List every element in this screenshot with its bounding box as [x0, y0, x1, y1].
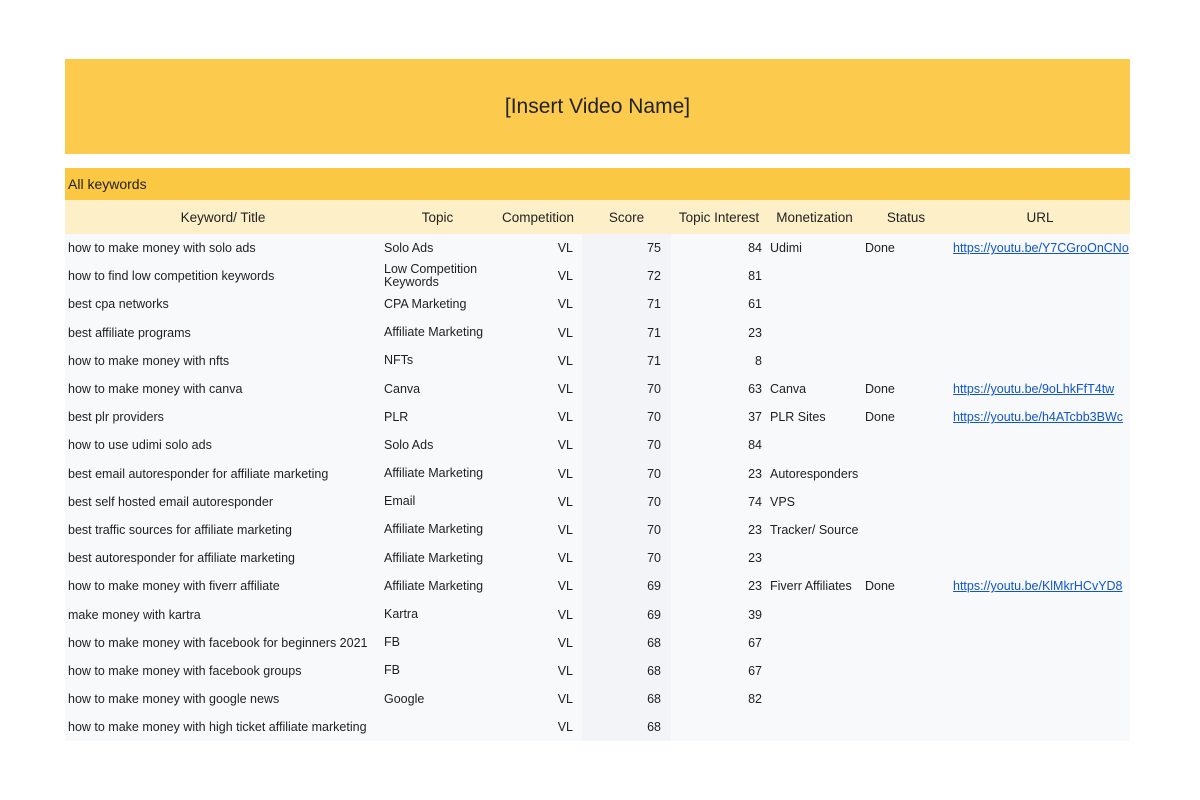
score-cell[interactable]: 69	[582, 600, 671, 628]
url-cell[interactable]	[950, 685, 1130, 713]
competition-cell[interactable]: VL	[494, 600, 582, 628]
table-row	[65, 713, 1130, 741]
status-cell[interactable]	[862, 685, 950, 713]
topic-cell[interactable]: FB	[381, 657, 494, 685]
topic-cell[interactable]: Canva	[381, 375, 494, 403]
url-cell[interactable]	[950, 319, 1130, 347]
topic-interest-cell[interactable]: 23	[671, 544, 767, 572]
url-cell[interactable]	[950, 262, 1130, 290]
status-cell[interactable]: Done	[862, 403, 950, 431]
table-row	[65, 403, 1130, 431]
competition-cell[interactable]: VL	[494, 713, 582, 741]
monetization-cell[interactable]	[767, 685, 862, 713]
status-cell[interactable]	[862, 431, 950, 459]
score-cell[interactable]: 70	[582, 544, 671, 572]
score-cell[interactable]: 70	[582, 516, 671, 544]
table-row	[65, 262, 1130, 290]
competition-cell[interactable]: VL	[494, 685, 582, 713]
score-cell[interactable]: 70	[582, 403, 671, 431]
table-row	[65, 685, 1130, 713]
status-cell[interactable]	[862, 347, 950, 375]
table-row	[65, 431, 1130, 459]
keyword-cell[interactable]: best self hosted email autoresponder	[65, 488, 381, 516]
topic-interest-cell[interactable]: 23	[671, 572, 767, 600]
score-cell[interactable]: 71	[582, 290, 671, 318]
competition-cell[interactable]: VL	[494, 375, 582, 403]
topic-interest-cell[interactable]: 84	[671, 234, 767, 262]
topic-interest-cell[interactable]: 23	[671, 319, 767, 347]
column-header-competition[interactable]: Competition	[494, 200, 582, 234]
keyword-cell[interactable]: how to make money with canva	[65, 375, 381, 403]
url-cell[interactable]	[950, 403, 1130, 431]
url-cell[interactable]	[950, 431, 1130, 459]
url-cell[interactable]	[950, 572, 1130, 600]
keywords-table	[65, 200, 1130, 741]
video-title[interactable]: [Insert Video Name]	[504, 94, 691, 118]
topic-interest-cell[interactable]: 63	[671, 375, 767, 403]
competition-cell[interactable]: VL	[494, 431, 582, 459]
url-cell[interactable]	[950, 347, 1130, 375]
status-cell[interactable]: Done	[862, 234, 950, 262]
video-link[interactable]: https://youtu.be/9oLhkFfT4tw	[953, 382, 1115, 397]
table-body	[65, 234, 1130, 741]
topic-interest-cell[interactable]: 67	[671, 629, 767, 657]
section-header	[65, 168, 1130, 200]
competition-cell[interactable]: VL	[494, 403, 582, 431]
keyword-cell[interactable]: best plr providers	[65, 403, 381, 431]
keyword-cell[interactable]: how to make money with nfts	[65, 347, 381, 375]
monetization-cell[interactable]	[767, 544, 862, 572]
topic-cell[interactable]: Affiliate Marketing	[381, 544, 494, 572]
status-cell[interactable]: Done	[862, 375, 950, 403]
status-cell[interactable]	[862, 319, 950, 347]
monetization-cell[interactable]	[767, 600, 862, 628]
url-cell[interactable]	[950, 375, 1130, 403]
keyword-cell[interactable]: how to find low competition keywords	[65, 262, 381, 290]
competition-cell[interactable]: VL	[494, 572, 582, 600]
table-row	[65, 572, 1130, 600]
keyword-cell[interactable]: how to make money with solo ads	[65, 234, 381, 262]
topic-cell[interactable]: PLR	[381, 403, 494, 431]
column-header-status[interactable]: Status	[862, 200, 950, 234]
competition-cell[interactable]: VL	[494, 234, 582, 262]
topic-cell[interactable]: CPA Marketing	[381, 290, 494, 318]
competition-cell[interactable]: VL	[494, 544, 582, 572]
monetization-cell[interactable]	[767, 657, 862, 685]
topic-cell[interactable]: NFTs	[381, 347, 494, 375]
status-cell[interactable]	[862, 600, 950, 628]
url-cell[interactable]	[950, 460, 1130, 488]
monetization-cell[interactable]	[767, 262, 862, 290]
video-link[interactable]: https://youtu.be/KlMkrHCvYD8	[953, 579, 1123, 594]
column-header-keyword[interactable]: Keyword/ Title	[65, 200, 381, 234]
keyword-cell[interactable]: best cpa networks	[65, 290, 381, 318]
score-cell[interactable]: 70	[582, 431, 671, 459]
topic-cell[interactable]: Affiliate Marketing	[381, 319, 494, 347]
topic-interest-cell[interactable]: 81	[671, 262, 767, 290]
table-row	[65, 544, 1130, 572]
section-label[interactable]: All keywords	[68, 176, 147, 192]
topic-cell[interactable]: Solo Ads	[381, 431, 494, 459]
table-row	[65, 516, 1130, 544]
score-cell[interactable]: 70	[582, 375, 671, 403]
topic-interest-cell[interactable]: 23	[671, 516, 767, 544]
monetization-cell[interactable]	[767, 290, 862, 318]
topic-cell[interactable]: Kartra	[381, 600, 494, 628]
status-cell[interactable]	[862, 488, 950, 516]
topic-interest-cell[interactable]: 82	[671, 685, 767, 713]
spreadsheet	[65, 59, 1130, 741]
topic-cell[interactable]: Low Competition Keywords	[381, 262, 494, 290]
monetization-cell[interactable]: Tracker/ Source	[767, 516, 862, 544]
monetization-cell[interactable]: Udimi	[767, 234, 862, 262]
table-row	[65, 600, 1130, 628]
keyword-cell[interactable]: how to make money with fiverr affiliate	[65, 572, 381, 600]
status-cell[interactable]	[862, 262, 950, 290]
url-cell[interactable]	[950, 488, 1130, 516]
topic-cell[interactable]: Google	[381, 685, 494, 713]
table-row	[65, 234, 1130, 262]
keyword-cell[interactable]: best affiliate programs	[65, 319, 381, 347]
topic-cell[interactable]: Solo Ads	[381, 234, 494, 262]
status-cell[interactable]	[862, 713, 950, 741]
competition-cell[interactable]: VL	[494, 488, 582, 516]
url-cell[interactable]	[950, 657, 1130, 685]
column-header-monetization[interactable]: Monetization	[767, 200, 862, 234]
topic-interest-cell[interactable]: 37	[671, 403, 767, 431]
monetization-cell[interactable]	[767, 319, 862, 347]
video-title-banner	[65, 59, 1130, 154]
table-row	[65, 290, 1130, 318]
topic-interest-cell[interactable]: 23	[671, 460, 767, 488]
topic-cell[interactable]: Affiliate Marketing	[381, 460, 494, 488]
status-cell[interactable]	[862, 516, 950, 544]
monetization-cell[interactable]: Fiverr Affiliates	[767, 572, 862, 600]
url-cell[interactable]	[950, 713, 1130, 741]
competition-cell[interactable]: VL	[494, 516, 582, 544]
keyword-cell[interactable]: make money with kartra	[65, 600, 381, 628]
topic-cell[interactable]	[381, 713, 494, 741]
column-header-score[interactable]: Score	[582, 200, 671, 234]
column-header-url[interactable]: URL	[950, 200, 1130, 234]
competition-cell[interactable]: VL	[494, 657, 582, 685]
score-cell[interactable]: 71	[582, 319, 671, 347]
topic-cell[interactable]: Email	[381, 488, 494, 516]
score-cell[interactable]: 70	[582, 488, 671, 516]
competition-cell[interactable]: VL	[494, 262, 582, 290]
topic-interest-cell[interactable]: 84	[671, 431, 767, 459]
keyword-cell[interactable]: how to use udimi solo ads	[65, 431, 381, 459]
topic-interest-cell[interactable]: 61	[671, 290, 767, 318]
url-cell[interactable]	[950, 544, 1130, 572]
topic-interest-cell[interactable]: 8	[671, 347, 767, 375]
score-cell[interactable]: 71	[582, 347, 671, 375]
keyword-cell[interactable]: how to make money with facebook for beginners 2021	[65, 629, 381, 657]
score-cell[interactable]: 68	[582, 629, 671, 657]
monetization-cell[interactable]	[767, 713, 862, 741]
url-cell[interactable]	[950, 629, 1130, 657]
status-cell[interactable]	[862, 657, 950, 685]
topic-cell[interactable]: Affiliate Marketing	[381, 516, 494, 544]
table-row	[65, 629, 1130, 657]
competition-cell[interactable]: VL	[494, 290, 582, 318]
competition-cell[interactable]: VL	[494, 629, 582, 657]
competition-cell[interactable]: VL	[494, 460, 582, 488]
video-link[interactable]: https://youtu.be/Y7CGroOnCNo	[953, 241, 1129, 256]
topic-interest-cell[interactable]: 74	[671, 488, 767, 516]
table-row	[65, 375, 1130, 403]
url-cell[interactable]	[950, 516, 1130, 544]
keyword-cell[interactable]: how to make money with high ticket affiliate marketing	[65, 713, 381, 741]
topic-interest-cell[interactable]: 39	[671, 600, 767, 628]
keyword-cell[interactable]: best autoresponder for affiliate marketing	[65, 544, 381, 572]
keyword-cell[interactable]: how to make money with facebook groups	[65, 657, 381, 685]
header-row	[65, 200, 1130, 234]
monetization-cell[interactable]	[767, 431, 862, 459]
monetization-cell[interactable]	[767, 629, 862, 657]
table-row	[65, 319, 1130, 347]
monetization-cell[interactable]	[767, 347, 862, 375]
column-header-topic[interactable]: Topic	[381, 200, 494, 234]
monetization-cell[interactable]: Autoresponders	[767, 460, 862, 488]
score-cell[interactable]: 75	[582, 234, 671, 262]
url-cell[interactable]	[950, 290, 1130, 318]
status-cell[interactable]	[862, 460, 950, 488]
topic-interest-cell[interactable]	[671, 713, 767, 741]
table-row	[65, 488, 1130, 516]
status-cell[interactable]: Done	[862, 572, 950, 600]
column-header-topic-interest[interactable]: Topic Interest	[671, 200, 767, 234]
score-cell[interactable]: 69	[582, 572, 671, 600]
score-cell[interactable]: 68	[582, 685, 671, 713]
url-cell[interactable]	[950, 234, 1130, 262]
monetization-cell[interactable]: VPS	[767, 488, 862, 516]
status-cell[interactable]	[862, 629, 950, 657]
table-row	[65, 460, 1130, 488]
url-cell[interactable]	[950, 600, 1130, 628]
topic-cell[interactable]: Affiliate Marketing	[381, 572, 494, 600]
topic-interest-cell[interactable]: 67	[671, 657, 767, 685]
monetization-cell[interactable]: Canva	[767, 375, 862, 403]
keyword-cell[interactable]: best traffic sources for affiliate marketing	[65, 516, 381, 544]
competition-cell[interactable]: VL	[494, 319, 582, 347]
status-cell[interactable]	[862, 544, 950, 572]
topic-cell[interactable]: FB	[381, 629, 494, 657]
status-cell[interactable]	[862, 290, 950, 318]
competition-cell[interactable]: VL	[494, 347, 582, 375]
score-cell[interactable]: 68	[582, 657, 671, 685]
monetization-cell[interactable]: PLR Sites	[767, 403, 862, 431]
score-cell[interactable]: 72	[582, 262, 671, 290]
video-link[interactable]: https://youtu.be/h4ATcbb3BWc	[953, 410, 1124, 425]
keyword-cell[interactable]: how to make money with google news	[65, 685, 381, 713]
score-cell[interactable]: 70	[582, 460, 671, 488]
score-cell[interactable]: 68	[582, 713, 671, 741]
keyword-cell[interactable]: best email autoresponder for affiliate marketing	[65, 460, 381, 488]
table-row	[65, 347, 1130, 375]
table-row	[65, 657, 1130, 685]
